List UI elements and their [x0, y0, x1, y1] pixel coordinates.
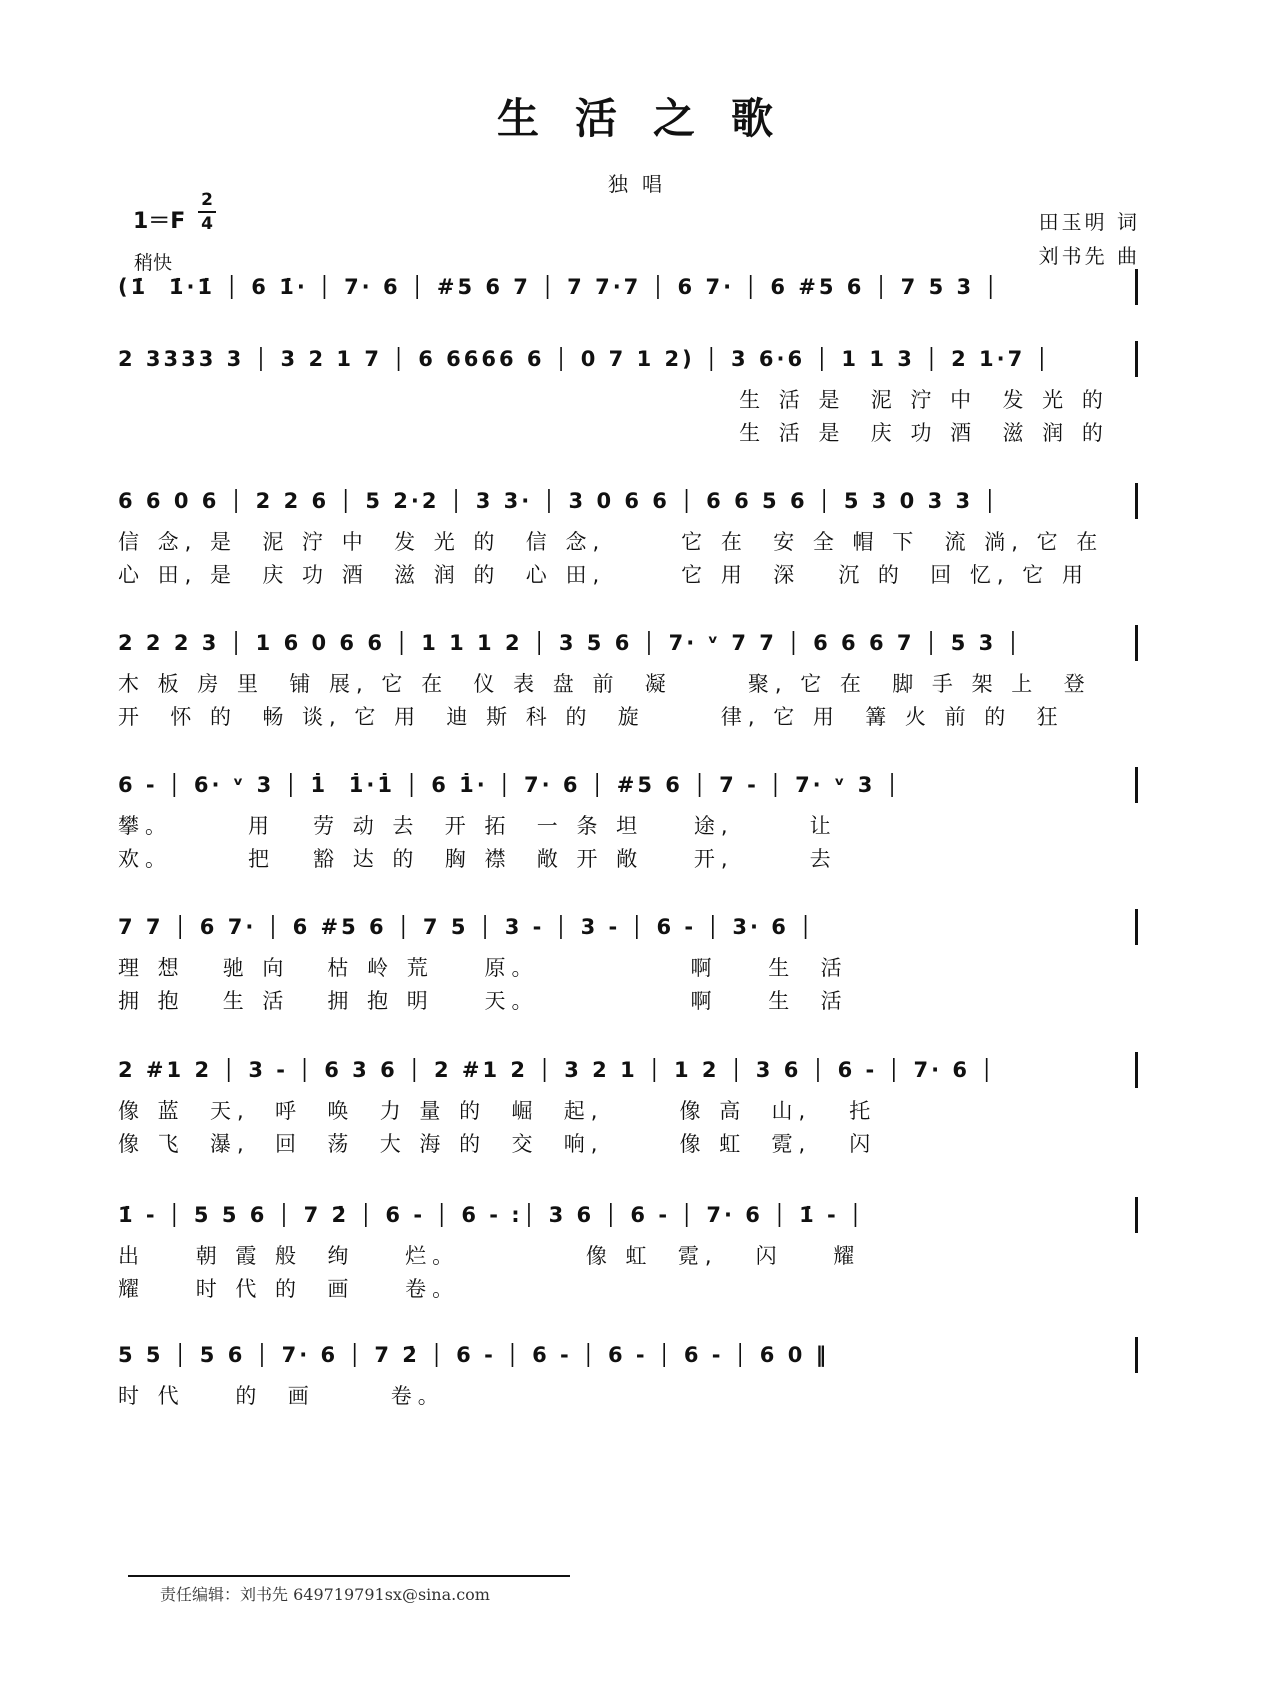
lyric-line: 生 活 是 泥 泞 中 发 光 的 — [118, 388, 1109, 412]
key-signature: 1＝F — [133, 209, 186, 234]
notation-line — [118, 1330, 1138, 1380]
score-system — [118, 1190, 1138, 1306]
performance-type: 独唱 — [608, 172, 676, 196]
notation-line — [118, 1190, 1138, 1240]
notation-text: 7 7 │ 6 7· │ 6 #5 6 │ 7 5 │ 3 - │ 3 - │ 6 - │ 3· 6 │ — [118, 915, 815, 939]
notation-text: 2 #1 2 │ 3 - │ 6 3 6 │ 2 #1 2 │ 3 2 1 │ 1 2 │ 3 6 │ 6 - │ 7· 6 │ — [118, 1058, 996, 1082]
composer-credit: 刘书先 曲 — [1038, 244, 1140, 268]
lyric-line: 拥 抱 生 活 拥 抱 明 天。 啊 生 活 — [118, 989, 848, 1013]
notation-line — [118, 618, 1138, 668]
lyric-line: 时 代 的 画 卷。 — [118, 1384, 445, 1408]
time-signature-line — [198, 211, 216, 213]
lyric-line: 攀。 用 劳 动 去 开 拓 一 条 坦 途, 让 — [118, 814, 837, 838]
time-signature — [198, 190, 216, 234]
lyric-line: 生 活 是 庆 功 酒 滋 润 的 — [118, 421, 1109, 445]
time-signature-top: 2 — [201, 190, 213, 210]
notation-line — [118, 902, 1138, 952]
editor-credit: 责任编辑：刘书先 649719791sx@sina.com — [160, 1585, 490, 1604]
lyric-line: 理 想 驰 向 枯 岭 荒 原。 啊 生 活 — [118, 956, 848, 980]
barline — [1135, 269, 1138, 305]
barline — [1135, 625, 1138, 661]
score-system — [118, 1330, 1138, 1413]
tempo-marking: 稍快 — [134, 252, 173, 274]
lyric-line: 木 板 房 里 铺 展, 它 在 仪 表 盘 前 凝 聚, 它 在 脚 手 架 上 登 — [118, 672, 1091, 696]
time-signature-bottom: 4 — [201, 214, 213, 234]
score-system — [118, 902, 1138, 1018]
notation-text: 5 5 │ 5 6 │ 7· 6 │ 7 2̇ │ 6 - │ 6 - │ 6 - │ 6 - │ 6 0 ‖ — [118, 1343, 830, 1367]
lyric-line: 像 蓝 天, 呼 唤 力 量 的 崛 起, 像 高 山, 托 — [118, 1099, 877, 1123]
score-system — [118, 618, 1138, 734]
barline — [1135, 1337, 1138, 1373]
lyric-line: 开 怀 的 畅 谈, 它 用 迪 斯 科 的 旋 律, 它 用 篝 火 前 的 狂 — [118, 705, 1064, 729]
notation-line — [118, 476, 1138, 526]
lyric-line: 欢。 把 豁 达 的 胸 襟 敞 开 敞 开, 去 — [118, 847, 837, 871]
lyric-line: 耀 时 代 的 画 卷。 — [118, 1277, 460, 1301]
notation-line — [118, 760, 1138, 810]
notation-text: 2 3333 3 │ 3 2 1 7 │ 6 6666 6 │ 0 7 1 2) │ 3 6·6 │ 1 1 3 │ 2 1·7 │ — [118, 347, 1052, 371]
notation-line — [118, 334, 1138, 384]
barline — [1135, 909, 1138, 945]
barline — [1135, 767, 1138, 803]
lyric-line: 心 田, 是 庆 功 酒 滋 润 的 心 田, 它 用 深 沉 的 回 忆, 它 用 — [118, 563, 1089, 587]
notation-text: 2 2 2 3 │ 1 6 0 6 6 │ 1 1 1 2 │ 3 5 6 │ 7· ᵛ 7 7 │ 6 6 6 7 │ 5 3 │ — [118, 631, 1023, 655]
score-system — [118, 760, 1138, 876]
score-system — [118, 262, 1138, 312]
footer-divider — [128, 1575, 570, 1577]
notation-text: 6 - │ 6· ᵛ 3 │ 1̇ 1̇·1̇ │ 6 1̇· │ 7· 6 │ #5 6 │ 7 - │ 7· ᵛ 3 │ — [118, 773, 902, 797]
barline — [1135, 1052, 1138, 1088]
barline — [1135, 1197, 1138, 1233]
score-system — [118, 476, 1138, 592]
song-title: 生活之歌 — [496, 94, 809, 143]
lyric-line: 出 朝 霞 般 绚 烂。 像 虹 霓, 闪 耀 — [118, 1244, 861, 1268]
lyric-line: 像 飞 瀑, 回 荡 大 海 的 交 响, 像 虹 霓, 闪 — [118, 1132, 877, 1156]
score-system — [118, 1045, 1138, 1161]
notation-line — [118, 262, 1138, 312]
notation-text: (1̇ 1̇·1̇ │ 6 1̇· │ 7· 6 │ #5 6 7 │ 7 7·7 │ 6 7· │ 6 #5 6 │ 7 5 3 │ — [118, 275, 1001, 299]
barline — [1135, 341, 1138, 377]
lyricist-credit: 田玉明 词 — [1038, 210, 1140, 234]
notation-text: 1̇ - │ 5 5 6 │ 7 2̇ │ 6 - │ 6 - :│ 3 6 │ 6 - │ 7· 6 │ 1̇ - │ — [118, 1203, 865, 1227]
score-system — [118, 334, 1138, 450]
notation-line — [118, 1045, 1138, 1095]
barline — [1135, 483, 1138, 519]
lyric-line: 信 念, 是 泥 泞 中 发 光 的 信 念, 它 在 安 全 帽 下 流 淌, 它 在 — [118, 530, 1104, 554]
notation-text: 6 6 0 6 │ 2 2 6 │ 5 2·2 │ 3 3· │ 3 0 6 6 │ 6 6 5 6 │ 5 3 0 3 3 │ — [118, 489, 1000, 513]
